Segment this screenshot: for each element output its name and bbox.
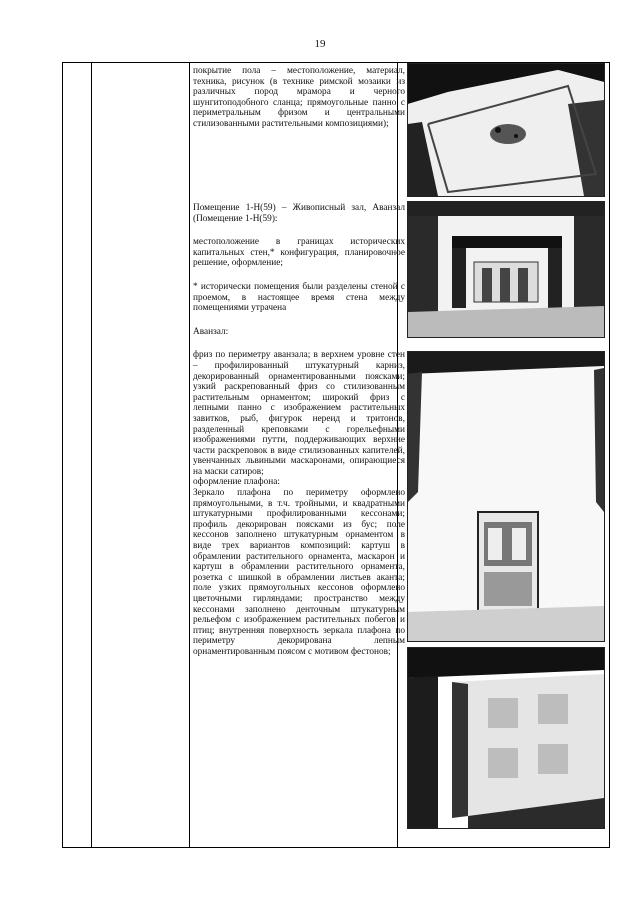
column-divider xyxy=(91,63,92,847)
ceiling-description: Зеркало плафона по периметру оформлено прямоугольными, в т.ч. тройными, и квадратными штукатурными профилированными кессонами; профиль декорирован поясками из бус; поле кессонов заполнено штукатурным орнаментом в виде трех вариантов композиций: картуш в обрамлении растительного орнамента, маскарон и картуш в обрамлении растительного орнамента, розетка с шишкой в обрамлении листьев аканта; поле узких прямоугольных кессонов оформлено цветочными гирляндами; пространство между кессонами заполнено денточным штукатурным рельефом с изображением растительных побегов и птиц; внутренняя поверхность зеркала плафона по периметру декорирована лепным орнаментированным поясом с мотивом фестонов; xyxy=(193,488,405,657)
photo-hall-arch xyxy=(407,201,605,338)
frieze-description: фриз по периметру аванзала; в верхнем уровне стен – профилированный штукатурный карниз, декорированный орнаментированными поясками; узкий раскрепованный фриз со стилизованным растительным орнаментом; широкий фриз с лепными панно с изображением растительных завитков, рыб, фигурок нереид и тритонов, разделенный креповками с горельефными изображениями путти, поддерживающих верхние части раскреповок в виде стилизованных капителей, увенчанных львиными маскаронами, опирающиеся на маски сатиров; xyxy=(193,350,405,477)
text-column xyxy=(193,203,405,658)
photo-wall-door xyxy=(407,351,605,642)
room-title: Помещение 1-Н(59) – Живописный зал, Аванзал (Помещение 1-Н(59): xyxy=(193,203,405,224)
column-divider xyxy=(189,63,190,847)
floor-description: покрытие пола – местоположение, материал, техника, рисунок (в технике римской мозаики из различных пород мрамора и черного шунгитоподобного сланца; прямоугольные панно с периметральным фризом и центральными стилизованными растительными композициями); xyxy=(193,66,405,129)
location-text: местоположение в границах исторических капитальных стен,* конфигурация, планировочное решение, оформление; xyxy=(193,237,405,269)
photo-mosaic-floor xyxy=(407,63,605,197)
photo-ceiling-detail xyxy=(407,647,605,829)
avanzal-label: Аванзал: xyxy=(193,326,229,337)
document-table xyxy=(62,62,610,848)
ceiling-label: оформление плафона: xyxy=(193,477,280,488)
text-column xyxy=(193,66,405,130)
footnote-text: * исторически помещения были разделены стеной с проемом, в настоящее время стена между помещениями утрачена xyxy=(193,281,405,314)
page-number: 19 xyxy=(314,38,326,50)
